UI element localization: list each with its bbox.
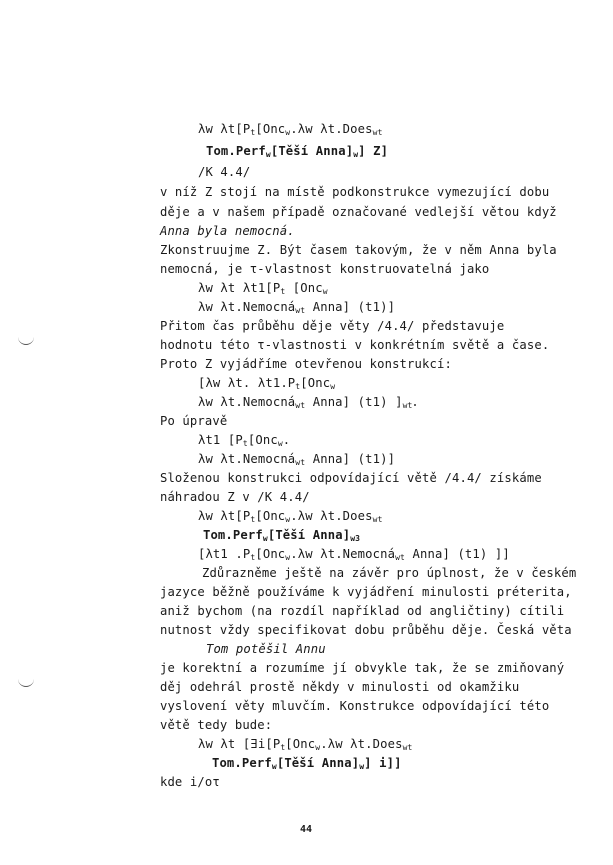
formula-text: λw λt $\lambda t1[P_t$ [Onc$_w$	[197, 281, 328, 296]
formula-text: [λt1 $.P_t[Onc_w.\lambda w$ λt.Nemocná$_{wt}$ Anna] (t1) ]]	[197, 547, 510, 562]
paragraph-text: Proto Z vyjádříme otevřenou konstrukcí:	[159, 357, 452, 371]
formula-text: λw λt.Nemocná$_{wt}$ Anna] (t1) ]$_{wt}$	[197, 395, 413, 410]
formula-text: λw $\lambda t[P_t[Onc_w.\lambda w$ λt.Does$_{wt}$	[197, 122, 383, 137]
italic-text: Anna byla nemocná.	[159, 224, 295, 238]
formula-text: Tom.Perf$_w$[Těší $Anna]_w$] Z]	[205, 144, 389, 159]
formula-text: Tom.Perf$_w$[Těší $Anna]_{w3}$	[202, 528, 361, 543]
paragraph-text: nutnost vždy specifikovat dobu průběhu děje. Česká věta	[159, 623, 572, 637]
paragraph-text: je korektní a rozumíme jí obvykle tak, že se zmiňovaný	[159, 661, 565, 675]
formula-text: λw λt.Nemocná$_{wt}$ Anna] (t1)]	[197, 452, 396, 467]
text-line	[130, 755, 220, 809]
formula-text: Tom.Perf$_w$[Těší $Anna]_w$] i]]	[211, 756, 402, 771]
formula-text: [λw λt. $\lambda t1.P_t[Onc_w$	[197, 376, 336, 391]
paragraph-text: Přitom čas průběhu děje věty /4.4/ představuje	[159, 319, 505, 333]
paragraph-text: Zkonstruujme Z. Být časem takovým, že v něm Anna byla	[159, 243, 557, 257]
page-number: 44	[300, 824, 313, 835]
formula-text: λw λt.Nemocná$_{wt}$ Anna] (t1)]	[197, 300, 396, 315]
paragraph-text: děje a v našem případě označované vedlejší větou když	[159, 205, 557, 219]
scan-speck	[414, 404, 416, 406]
paragraph-text: Zdůrazněme ještě na závěr pro úplnost, že v českém	[201, 566, 577, 580]
paragraph-text: děj odehrál prostě někdy v minulosti od okamžiku	[159, 680, 520, 694]
paragraph-text: větě tedy bude:	[159, 718, 273, 732]
paragraph-text: hodnotu této τ-vlastnosti v konkrétním světě a čase.	[159, 338, 550, 352]
paragraph-text: kde i/οτ	[159, 775, 220, 789]
paragraph-text: Po úpravě	[159, 414, 228, 428]
paragraph-text: náhradou Z v /K 4.4/	[159, 490, 310, 504]
binding-hole-mark	[18, 336, 34, 345]
binding-hole-mark	[18, 678, 34, 687]
paragraph-text: Složenou konstrukci odpovídající větě /4.4/ získáme	[159, 471, 542, 485]
paragraph-text: nemocná, je τ-vlastnost konstruovatelná jako	[159, 262, 490, 276]
paragraph-text: vyslovení věty mluvčím. Konstrukce odpovídající této	[159, 699, 550, 713]
formula-text: λt1 [$P_t[Onc_w$.	[197, 433, 291, 448]
italic-text: Tom potěšil Annu	[205, 642, 326, 656]
formula-text: λw $\lambda t[P_t[Onc_w.\lambda w$ λt.Does$_{wt}$	[197, 509, 383, 524]
paragraph-text: jazyce běžně používáme k vyjádření minulosti préterita,	[159, 585, 572, 599]
formula-text: λw λt [$\exists i[P_t[Onc_w.\lambda w$ λt.Does$_{wt}$	[197, 737, 413, 752]
paragraph-text: v níž Z stojí na místě podkonstrukce vymezující dobu	[159, 185, 550, 199]
label-text: /K 4.4/	[197, 165, 251, 179]
paragraph-text: aniž bychom (na rozdíl například od angličtiny) cítili	[159, 604, 565, 618]
